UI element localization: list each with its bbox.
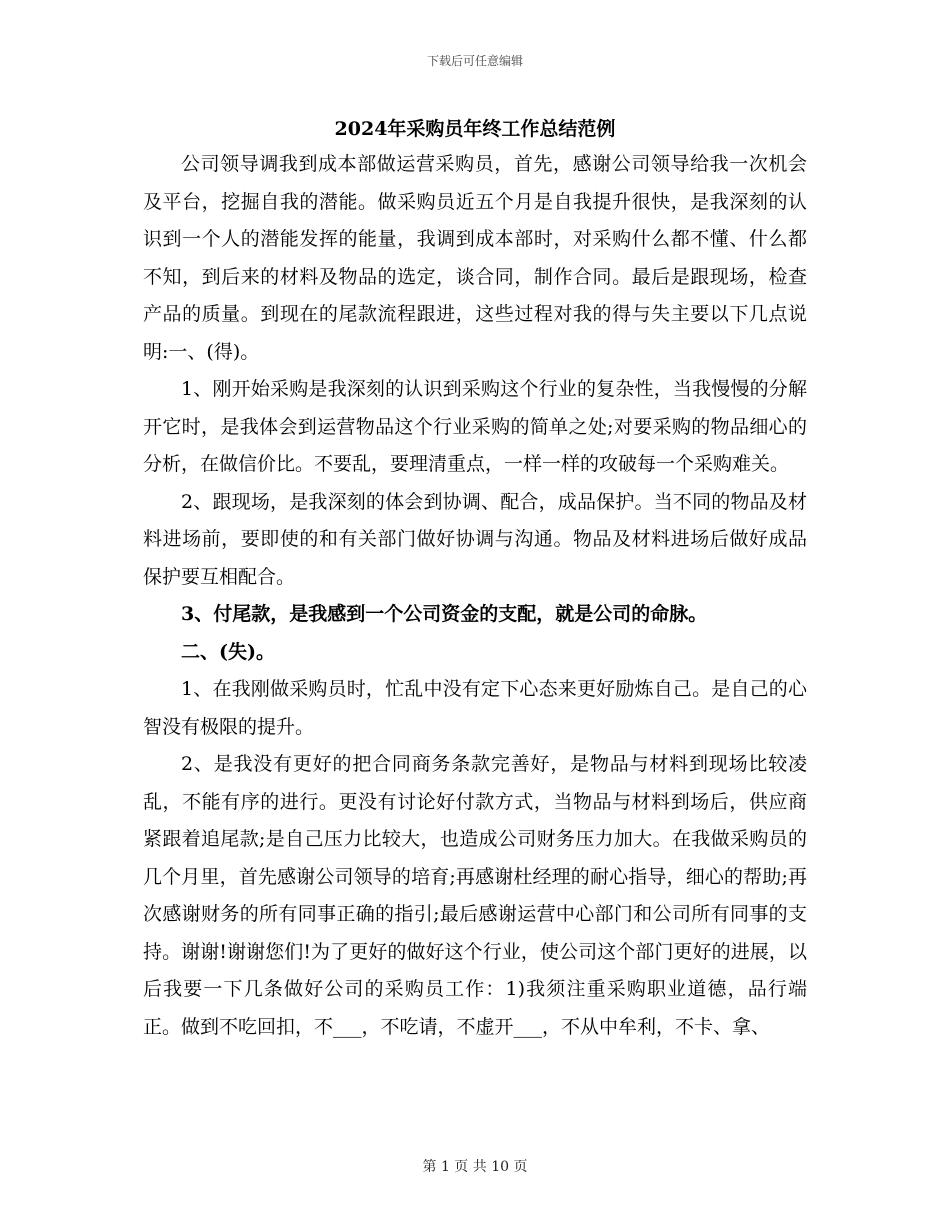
paragraph-loss-2: 2、是我没有更好的把合同商务条款完善好，是物品与材料到现场比较凌乱，不能有序的进行。更没有讨论好付款方式，当物品与材料到场后，供应商紧跟着追尾款;是自己压力比较大，也造成公司财务压力加大。在我做采购员的几个月里，首先感谢公司领导的培育;再感谢杜经理的耐心指导，细心的帮助;再次感谢财务的所有同事正确的指引;最后感谢运营中心部门和公司所有同事的支持。谢谢!谢谢您们!为了更好的做好这个行业，使公司这个部门更好的进展，以后我要一下几条做好公司的采购员工作：1)我须注重采购职业道德，品行端正。做到不吃回扣，不___，不吃请，不虚开___，不从中牟利，不卡、拿、 bbox=[143, 753, 807, 1038]
page-number: 第 1 页 共 10 页 bbox=[422, 1159, 528, 1175]
paragraph-gain-3: 3、付尾款，是我感到一个公司资金的支配，就是公司的命脉。 bbox=[181, 603, 708, 625]
paragraph-loss-1: 1、在我刚做采购员时，忙乱中没有定下心态来更好励炼自己。是自己的心智没有极限的提升。 bbox=[143, 678, 807, 738]
paragraph-intro: 公司领导调我到成本部做运营采购员，首先，感谢公司领导给我一次机会及平台，挖掘自我的潜能。做采购员近五个月是自我提升很快，是我深刻的认识到一个人的潜能发挥的能量，我调到成本部时，对采购什么都不懂、什么都不知，到后来的材料及物品的选定，谈合同，制作合同。最后是跟现场，检查产品的质量。到现在的尾款流程跟进，这些过程对我的得与失主要以下几点说明:一、(得)。 bbox=[143, 153, 807, 363]
paragraph-gain-1: 1、刚开始采购是我深刻的认识到采购这个行业的复杂性，当我慢慢的分解开它时，是我体会到运营物品这个行业采购的简单之处;对要采购的物品细心的分析，在做信价比。不要乱，要理清重点，一样一样的攻破每一个采购难关。 bbox=[143, 378, 807, 475]
page-header: 下载后可任意编辑 bbox=[426, 54, 523, 68]
document-body bbox=[143, 146, 807, 1046]
section-heading-loss: 二、(失)。 bbox=[181, 640, 275, 663]
paragraph-gain-2: 2、跟现场，是我深刻的体会到协调、配合，成品保护。当不同的物品及材料进场前，要即使的和有关部门做好协调与沟通。物品及材料进场后做好成品保护要互相配合。 bbox=[143, 490, 807, 588]
document-title: 2024年采购员年终工作总结范例 bbox=[334, 118, 616, 140]
